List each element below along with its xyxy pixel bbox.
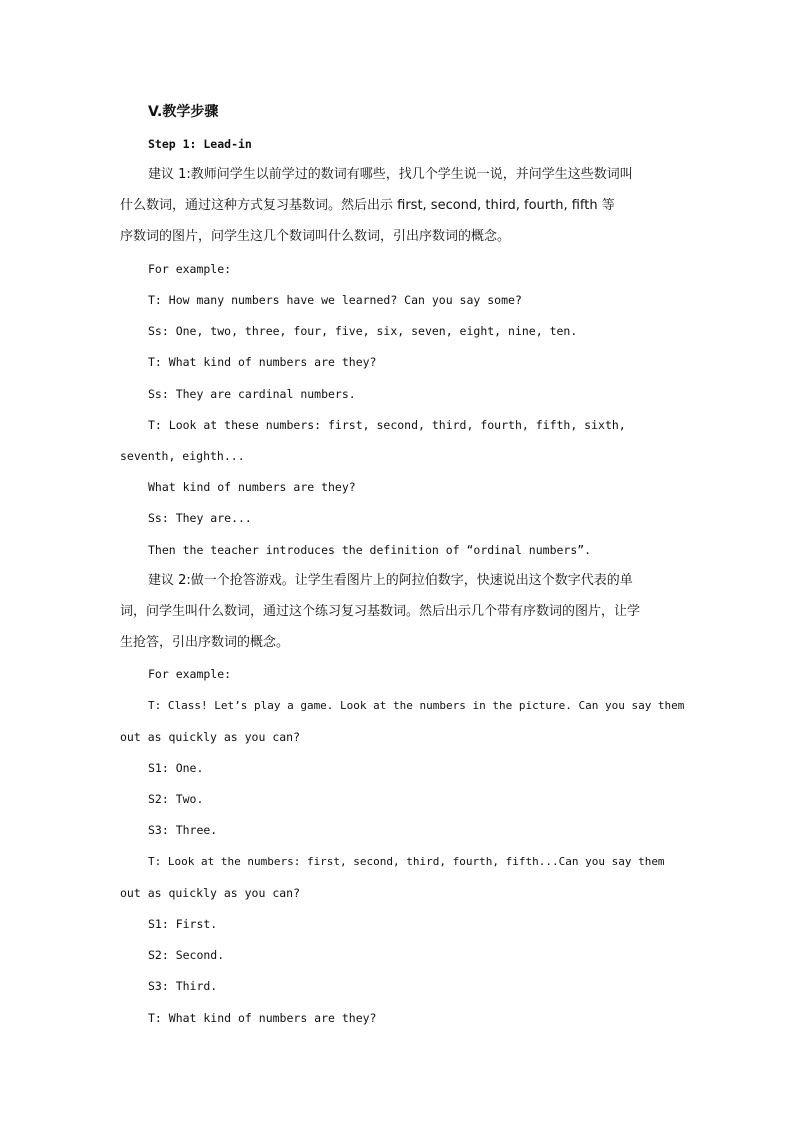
example-label: For example: [148, 262, 232, 276]
example-label: For example: [148, 667, 232, 681]
dialogue-line: T: Class! Let’s play a game. Look at the numbers in the picture. Can you say them [148, 699, 685, 712]
dialogue-line: Then the teacher introduces the definition of “ordinal numbers”. [148, 543, 592, 557]
step-title: Step 1: Lead-in [148, 137, 252, 151]
dialogue-line: What kind of numbers are they? [148, 480, 356, 494]
dialogue-line: Ss: One, two, three, four, five, six, seven, eight, nine, ten. [148, 324, 578, 338]
dialogue-line: Ss: They are cardinal numbers. [148, 387, 356, 401]
dialogue-line: out as quickly as you can? [120, 886, 301, 900]
suggestion2-line2: 词，问学生叫什么数词，通过这个练习复习基数词。然后出示几个带有序数词的图片，让学 [120, 604, 641, 619]
dialogue-line: S3: Three. [148, 823, 218, 837]
dialogue-line: S2: Two. [148, 792, 204, 806]
suggestion2-line1: 建议 2:做一个抢答游戏。让学生看图片上的阿拉伯数字，快速说出这个数字代表的单 [148, 573, 633, 588]
dialogue-line: S1: First. [148, 917, 218, 931]
dialogue-line: T: Look at the numbers: first, second, third, fourth, fifth...Can you say them [148, 855, 665, 868]
dialogue-line: out as quickly as you can? [120, 730, 301, 744]
dialogue-line: S3: Third. [148, 979, 218, 993]
dialogue-line: T: What kind of numbers are they? [148, 1011, 377, 1025]
dialogue-line: S2: Second. [148, 948, 225, 962]
dialogue-line: T: How many numbers have we learned? Can you say some? [148, 293, 522, 307]
suggestion1-line2: 什么数词，通过这种方式复习基数词。然后出示 first, second, third, fourth, fifth 等 [120, 198, 615, 213]
suggestion2-line3: 生抢答，引出序数词的概念。 [120, 635, 290, 650]
suggestion1-line3: 序数词的图片，问学生这几个数词叫什么数词，引出序数词的概念。 [120, 229, 511, 244]
section-heading: V.教学步骤 [148, 104, 219, 120]
dialogue-line: Ss: They are... [148, 511, 252, 525]
dialogue-line: T: Look at these numbers: first, second, third, fourth, fifth, sixth, [148, 418, 626, 432]
suggestion1-line1: 建议 1:教师问学生以前学过的数词有哪些，找几个学生说一说，并问学生这些数词叫 [148, 167, 633, 182]
dialogue-line: T: What kind of numbers are they? [148, 355, 377, 369]
dialogue-line: seventh, eighth... [120, 449, 245, 463]
dialogue-line: S1: One. [148, 761, 204, 775]
